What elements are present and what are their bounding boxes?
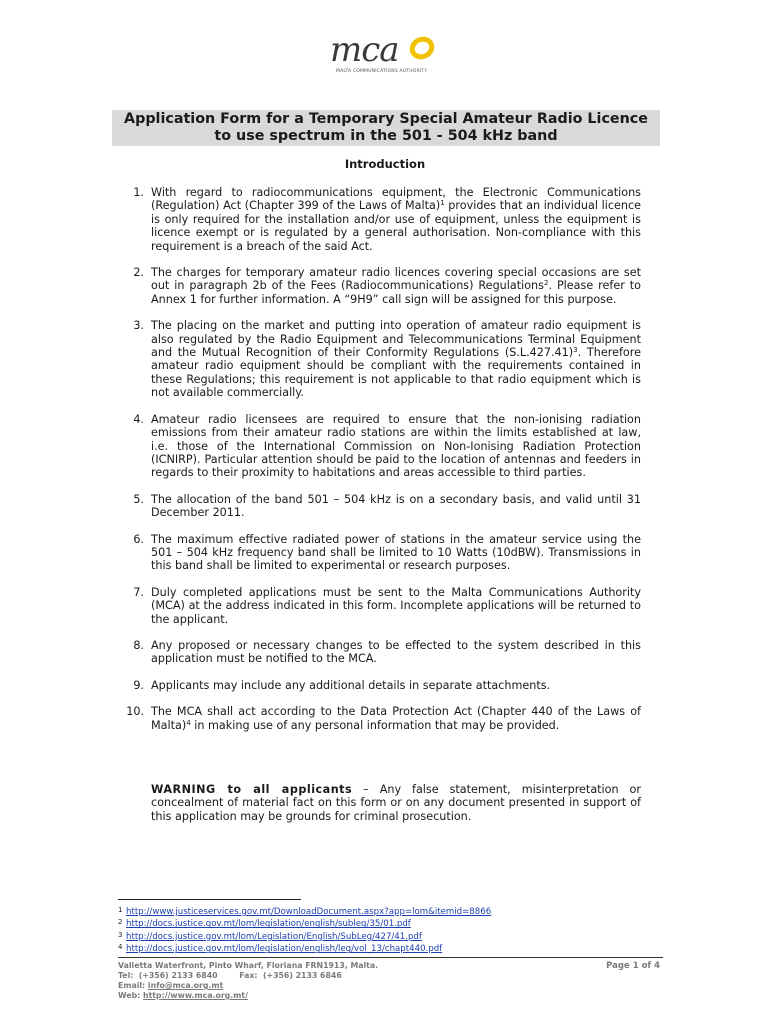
item-text-cont: . Please refer to Annex 1 for further information. A “9H9” call sign will be assigned for this purpose. [151,279,641,306]
warning-text: – Any false statement, misinterpretation or concealment of material fact on this form or on any document presented in support of this application may be grounds for criminal prosecution. [151,783,641,823]
logo-subtitle: MALTA COMMUNICATIONS AUTHORITY [336,69,428,74]
footnote-ref: 2 [543,279,549,288]
item-text: The allocation of the band 501 – 504 kHz is on a secondary basis, and valid until 31 December 2011. [151,492,641,520]
footnote-link[interactable]: http://docs.justice.gov.mt/lom/legislation/english/subleg/35/01.pdf [126,919,411,930]
item-number: 10. [126,705,144,719]
item-number: 9. [133,678,144,692]
list-item [118,705,641,732]
item-text: Duly completed applications must be sent to the Malta Communications Authority (MCA) at the address indicated in this form. Incomplete applications will be returned to the applicant. [151,585,641,626]
list-item [118,586,641,626]
footer-tel-fax: Tel: (+356) 2133 6840 Fax: (+356) 2133 6846 [118,971,342,980]
footer-address: Valletta Waterfront, Pinto Wharf, Floriana FRN1913, Malta. [118,961,379,970]
warning-label: WARNING to all applicants [151,783,353,796]
form-title-line-2: to use spectrum in the 501 - 504 kHz band [214,128,558,144]
footnotes [118,905,618,955]
mca-logo [330,30,440,78]
list-item [118,266,641,306]
footnote-ref: 1 [440,199,445,208]
list-item [118,413,641,480]
item-text: The placing on the market and putting into operation of amateur radio equipment is also regulated by the Radio Equipment and Telecommunications Terminal Equipment and the Mutual Recognition of their Conformity Regulations (S.L.427.41) [151,319,641,360]
footnote-mark: 4 [118,943,123,952]
form-title [112,110,660,146]
item-text: Applicants may include any additional details in separate attachments. [151,678,551,692]
footer-web-label: Web: [118,991,144,1000]
footnote [118,942,618,954]
footnote-mark: 3 [118,930,123,939]
list-item [118,319,641,399]
item-number: 2. [133,266,144,280]
page-number: Page 1 of 4 [606,961,660,971]
footer-divider [118,957,663,958]
logo-ring-icon [408,35,436,61]
item-text: With regard to radiocommunications equipment, the Electronic Communications (Regulation) Act (Chapter 399 of the Laws of Malta) [151,186,641,213]
footer-email-row [118,981,478,991]
footnote-link[interactable]: http://www.justiceservices.gov.mt/DownloadDocument.aspx?app=lom&itemid=8866 [126,907,492,917]
item-text: The maximum effective radiated power of stations in the amateur service using the 501 – 504 kHz frequency band shall be limited to 10 Watts (10dBW). Transmissions in this band shall be limited to experimental or research purposes. [151,532,641,573]
list-item [118,493,641,520]
item-number: 8. [133,638,144,652]
footnote-mark: 2 [118,918,123,927]
list-item [118,679,641,692]
introduction-list [118,186,641,745]
item-number: 1. [133,186,144,199]
list-item [118,186,641,253]
footnote [118,917,618,929]
footer-email-label: Email: [118,981,148,990]
list-item [118,533,641,573]
footnote-link[interactable]: http://docs.justice.gov.mt/lom/legislation/english/leg/vol_13/chapt440.pdf [126,944,443,955]
footer-contact [118,961,478,1001]
item-text-cont: . Therefore amateur radio equipment should be compliant with the requirements contained in these Regulations; this requirement is not applicable to that radio equipment which is not available commercially. [151,346,641,400]
footnote-ref: 4 [186,718,191,727]
item-number: 5. [133,492,144,506]
footnote [118,930,618,942]
item-text-cont: in making use of any personal information that may be provided. [190,718,560,732]
warning-paragraph [151,783,641,823]
item-number: 7. [133,585,144,599]
footnote-mark: 1 [118,906,123,914]
item-text: Any proposed or necessary changes to be effected to the system described in this application must be notified to the MCA. [151,638,641,666]
item-text: Amateur radio licensees are required to ensure that the non-ionising radiation emissions from their amateur radio stations are within the limits established at law, i.e. those of the International Commission on Non-Ionising Radiation Protection (ICNIRP). Particular attention should be paid to the location of antennas and feeders in regards to their proximity to habitations and areas accessible to third parties. [151,412,641,480]
item-text: The MCA shall act according to the Data Protection Act (Chapter 440 of the Laws of Malta) [151,705,641,732]
footnote [118,905,618,917]
item-number: 6. [133,532,144,546]
list-item [118,639,641,666]
item-number: 4. [133,412,144,426]
footnote-link[interactable]: http://docs.justice.gov.mt/lom/Legislation/English/SubLeg/427/41.pdf [126,931,422,942]
footnote-ref: 3 [573,346,578,355]
form-title-line-1: Application Form for a Temporary Special Amateur Radio Licence [124,111,648,127]
logo-text: mca [330,30,399,70]
footnote-divider [118,899,301,900]
introduction-heading: Introduction [344,157,426,171]
footer-email-link[interactable]: info@mca.org.mt [147,981,224,990]
item-number: 3. [133,319,144,333]
footer-web-link[interactable]: http://www.mca.org.mt/ [143,991,248,1000]
item-text: The charges for temporary amateur radio licences covering special occasions are set out in paragraph 2b of the Fees (Radiocommunications) Regulations [151,266,641,293]
footer-web-row [118,991,478,1001]
item-text-cont: provides that an individual licence is only required for the installation and/or use of equipment, unless the equipment is licence exempt or is regulated by a general authorisation. Non-compliance with this requirement is a breach of the said Act. [151,199,641,253]
